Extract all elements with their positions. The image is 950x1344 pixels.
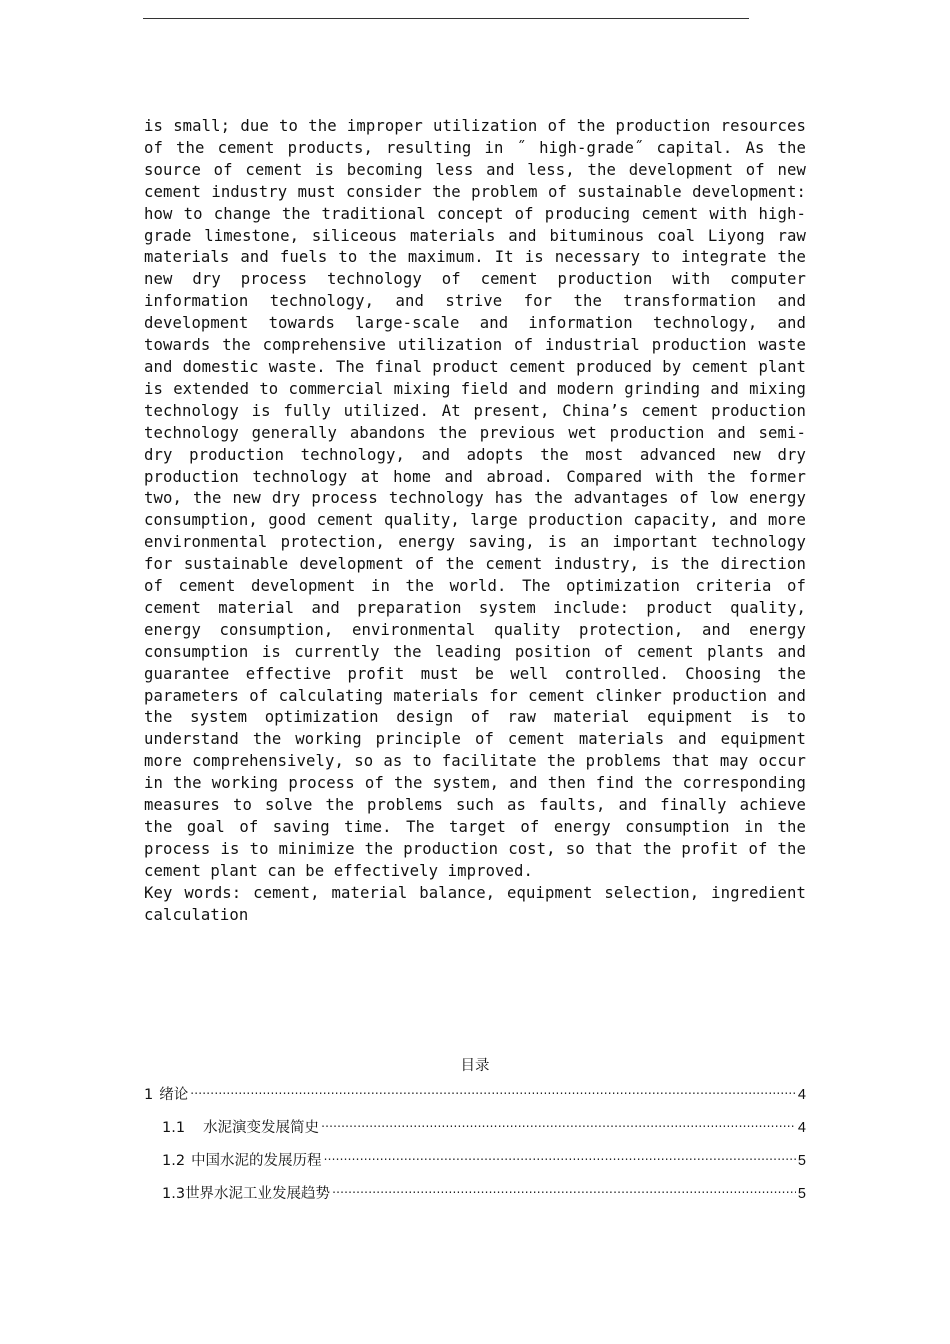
toc-entry-title: 中国水泥的发展历程 (191, 1153, 322, 1169)
toc-entry-number: 1 (144, 1087, 154, 1103)
toc-dot-leader (321, 1110, 796, 1132)
toc-entry-number: 1.3 (162, 1186, 186, 1202)
table-of-contents (144, 1055, 806, 1209)
toc-entry-page: 4 (797, 1087, 806, 1103)
abstract-body: is small; due to the improper utilization of the production resources of the cement products, resulting in ˝ high-grade˝ capital. As the source of cement is becoming less and less, the development of new cement industry must consider the problem of sustainable development: how to change the traditional concept of producing cement with high-grade limestone, siliceous materials and bituminous coal Liyong raw materials and fuels to the maximum. It is necessary to integrate the new dry process technology of cement production with computer information technology, and strive for the transformation and development towards large-scale and information technology, and towards the comprehensive utilization of industrial production waste and domestic waste. The final product cement produced by cement plant is extended to commercial mixing field and modern grinding and mixing technology is fully utilized. At present, China’s cement production technology generally abandons the previous wet production and semi-dry production technology, and adopts the most advanced new dry production technology at home and abroad. Compared with the former two, the new dry process technology has the advantages of low energy consumption, good cement quality, large production capacity, and more environmental protection, energy saving, is an important technology for sustainable development of the cement industry, is the direction of cement development in the world. The optimization criteria of cement material and preparation system include: product quality, energy consumption, environmental quality protection, and energy consumption is currently the leading position of cement plants and guarantee effective profit must be well controlled. Choosing the parameters of calculating materials for cement clinker production and the system optimization design of raw material equipment is to understand the working principle of cement materials and equipment more comprehensively, so as to facilitate the problems that may occur in the working process of the system, and then find the corresponding measures to solve the problems such as faults, and finally achieve the goal of saving time. The target of energy consumption in the process is to minimize the production cost, so that the profit of the cement plant can be effectively improved. (144, 117, 806, 880)
toc-dot-leader (332, 1176, 796, 1198)
toc-entry-title: 绪论 (159, 1087, 189, 1103)
toc-entry-page: 5 (797, 1153, 806, 1169)
toc-entry-number: 1.1 (162, 1120, 186, 1136)
keywords-line: Key words: cement, material balance, equipment selection, ingredient calculation (144, 883, 806, 924)
toc-dot-leader (190, 1077, 796, 1099)
toc-entry-page: 5 (797, 1186, 806, 1202)
abstract-section (144, 116, 806, 927)
toc-entry-1-3[interactable] (144, 1176, 806, 1202)
toc-entry-number: 1.2 (162, 1153, 186, 1169)
toc-entry-1-2[interactable] (144, 1143, 806, 1169)
toc-title: 目录 (460, 1058, 490, 1074)
toc-dot-leader (324, 1143, 796, 1165)
toc-entry-title: 世界水泥工业发展趋势 (185, 1186, 331, 1202)
header-rule (143, 18, 749, 19)
toc-entry-page: 4 (797, 1120, 806, 1136)
toc-entry-1[interactable] (144, 1077, 806, 1103)
toc-entry-1-1[interactable] (144, 1110, 806, 1136)
toc-entry-title: 水泥演变发展简史 (203, 1120, 320, 1136)
